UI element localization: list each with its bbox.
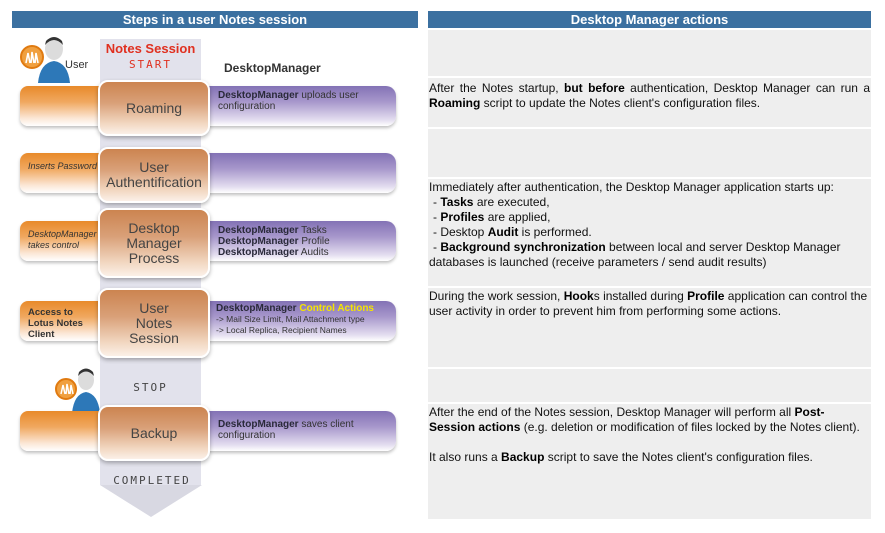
step-label: User Authentification [106,159,202,190]
spacer-cell [428,30,871,76]
user-action-bar [20,411,100,451]
user-action-bar [20,86,100,126]
start-label: START [128,58,173,71]
dm-text: uploads user configuration [218,90,359,112]
user-label: User [65,59,89,71]
dm-action-text: DesktopManager Tasks DesktopManager Profile DesktopManager Audits [218,225,330,258]
step-backup [20,409,396,453]
step-label: User Notes Session [129,299,179,346]
user-action-text: DesktopManager takes control [28,229,97,250]
step-authentification [20,151,396,195]
step-box-roaming [98,80,210,136]
session-steps-panel [12,11,418,533]
action-row-dm-process: Immediately after authentication, the Desktop Manager application starts up: - Tasks are executed, - Profiles are applied, - Desktop Audit is performed. - Background synchronization between local and server Desktop Manager databases is launched (receive parameters / send audit results) [428,179,871,286]
user-avatar-stop-icon [54,367,104,413]
action-row-roaming: After the Notes startup, but before authentication, Desktop Manager can run a Roaming script to update the Notes client's configuration files. [428,78,871,127]
dm-actions-panel [428,11,871,521]
left-panel-header: Steps in a user Notes session [12,11,418,28]
step-label: Roaming [125,99,183,116]
dm-action-text: DesktopManager saves client configuration [218,419,354,441]
session-title: Notes Session [105,41,196,56]
user-action-text: Inserts Password [28,161,98,171]
spacer-cell [428,369,871,402]
desktopmanager-column-title: DesktopManager [224,61,321,75]
action-row-notes-session: During the work session, Hooks installed during Profile application can control the user activity in order to prevent him from performing some actions. [428,288,871,367]
step-box-authentification [98,147,210,203]
completed-label: COMPLETED [113,474,191,487]
spacer-cell [428,129,871,177]
stop-label: STOP [133,381,168,394]
user-action-bar [20,153,100,193]
dm-action-bar [200,153,396,193]
down-arrow-icon [100,485,202,517]
dm-action-text [218,90,394,112]
step-roaming [20,84,396,128]
user-action-text: Access to Lotus Notes Client [28,307,83,340]
action-row-backup: After the end of the Notes session, Desktop Manager will perform all Post-Session actions (e.g. deletion or modification of files locked by the Notes client). It also runs a Backup script to save the Notes client's configuration files. [428,404,871,519]
dm-action-text: DesktopManager Control Actions -> Mail Size Limit, Mail Attachment type -> Local Replica, Recipient Names [216,303,374,335]
step-label: Desktop Manager Process [126,219,182,266]
step-dm-process [20,219,396,266]
right-panel-header: Desktop Manager actions [428,11,871,28]
dm-bold: DesktopManager [218,90,299,101]
step-box-dm-process [98,208,210,278]
control-actions-highlight: Control Actions [299,303,374,314]
step-label: Backup [130,424,178,441]
step-box-notes-session [98,288,210,358]
step-box-backup [98,405,210,461]
step-notes-session [20,299,396,346]
